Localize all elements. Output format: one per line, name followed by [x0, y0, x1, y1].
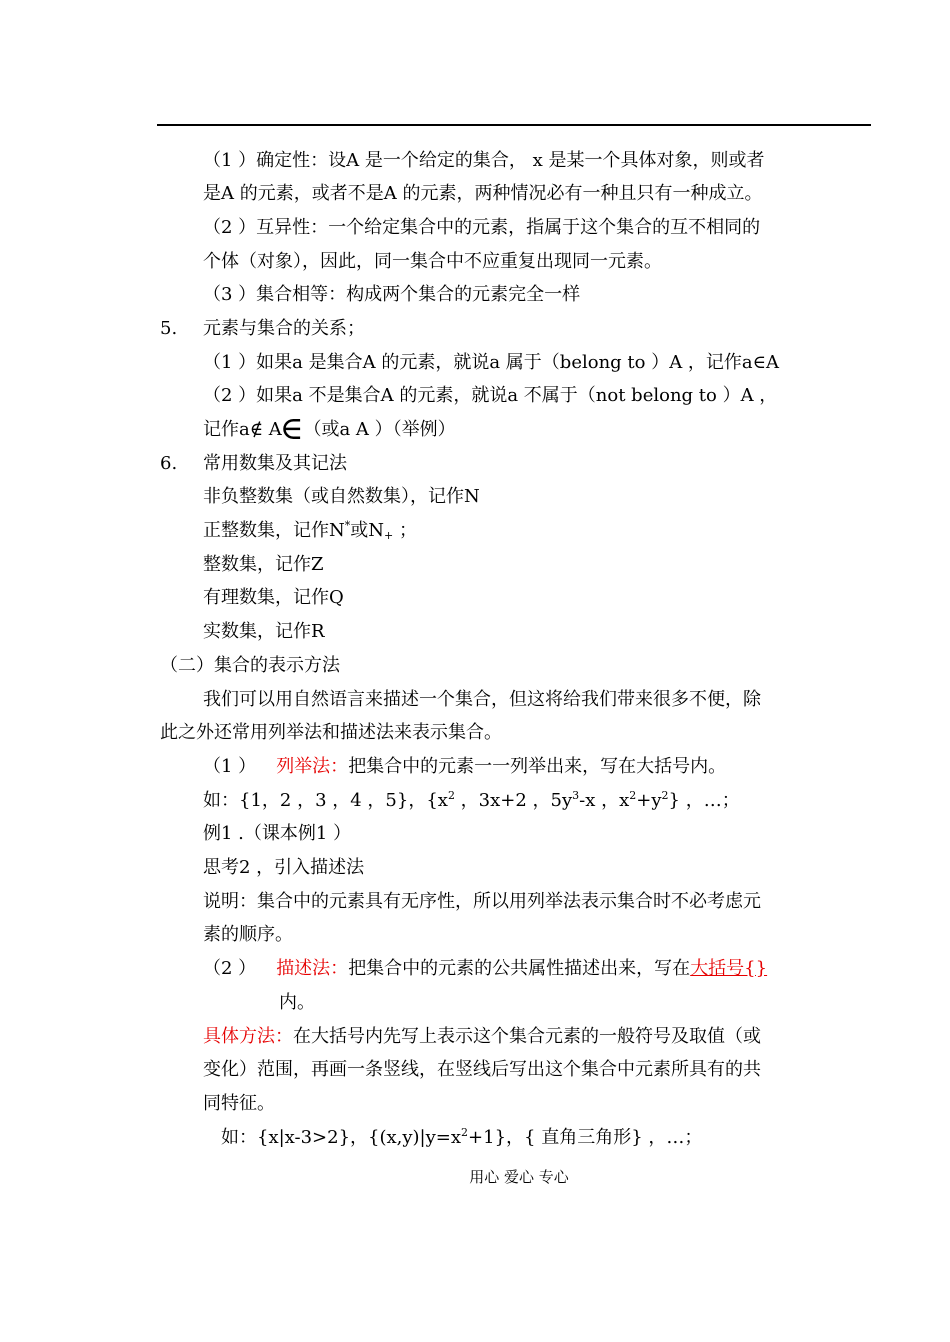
text-line: （2 ）互异性：一个给定集合中的元素，指属于这个集合的互不相同的 — [203, 217, 761, 238]
list-number: 5. — [160, 318, 178, 339]
text-line: 非负整数集（或自然数集），记作N — [203, 486, 480, 507]
element-of-symbol: ∈ — [279, 409, 304, 447]
section-heading: 元素与集合的关系； — [203, 318, 365, 339]
text-line: 记作a∉ A∈（或a A ）（举例） — [203, 409, 456, 447]
text-line: （1 ） 列举法：把集合中的元素一一列举出来，写在大括号内。 — [203, 756, 727, 777]
text-line: 是A 的元素，或者不是A 的元素，两种情况必有一种且只有一种成立。 — [203, 183, 763, 204]
text-line: 同特征。 — [203, 1093, 275, 1114]
section-heading: 常用数集及其记法 — [203, 453, 347, 474]
text-line: 有理数集，记作Q — [203, 587, 344, 608]
text-line: （1 ）确定性：设A 是一个给定的集合， x 是某一个具体对象，则或者 — [203, 150, 765, 171]
text-line: 我们可以用自然语言来描述一个集合，但这将给我们带来很多不便，除 — [203, 689, 761, 710]
text-line: （2 ）如果a 不是集合A 的元素，就说a 不属于（not belong to ）A ， — [203, 385, 778, 406]
text-line: 如：{x|x-3>2}，$\{(x,y)|y=x^2+1\}$，{ 直角三角形} ，…； — [221, 1126, 703, 1148]
text-line: 说明：集合中的元素具有无序性，所以用列举法表示集合时不必考虑元 — [203, 891, 761, 912]
braces-highlight: 大括号{} — [690, 958, 768, 979]
section-heading: （二）集合的表示方法 — [160, 655, 340, 676]
enumeration-method-label: 列举法： — [276, 756, 349, 777]
specific-method-label: 具体方法： — [203, 1026, 293, 1047]
text-line: 内。 — [279, 992, 315, 1013]
text-line: 此之外还常用列举法和描述法来表示集合。 — [160, 722, 502, 743]
text-line: 思考2 ，引入描述法 — [203, 857, 365, 878]
text-line: 素的顺序。 — [203, 924, 293, 945]
header-rule — [157, 124, 871, 126]
text-line: 正整数集，记作N*或$N_+$ ； — [203, 519, 417, 542]
page-footer: 用心 爱心 专心 — [469, 1168, 569, 1186]
text-line: 实数集，记作R — [203, 621, 325, 642]
description-method-label: 描述法： — [276, 958, 349, 979]
text-line: 变化）范围，再画一条竖线，在竖线后写出这个集合中元素所具有的共 — [203, 1059, 761, 1080]
text-line: （2 ） 描述法：把集合中的元素的公共属性描述出来，写在大括号{} — [203, 958, 768, 979]
text-line: （3 ）集合相等：构成两个集合的元素完全一样 — [203, 284, 581, 305]
list-number: 6. — [160, 453, 178, 474]
text-line: 具体方法：在大括号内先写上表示这个集合元素的一般符号及取值（或 — [203, 1026, 761, 1047]
text-line: 例1 .（课本例1 ） — [203, 823, 352, 844]
text-line: 如：{1，2 ，3 ，4 ，5}，{$x^2$ ，3x+2 ，$5y^3-x$ ，$x^2+y^2$} ，…； — [203, 789, 740, 811]
text-line: （1 ）如果a 是集合A 的元素，就说a 属于（belong to ）A ，记作a∈A — [203, 352, 779, 373]
text-line: 个体（对象），因此，同一集合中不应重复出现同一元素。 — [203, 251, 662, 272]
text-line: 整数集，记作Z — [203, 554, 324, 575]
